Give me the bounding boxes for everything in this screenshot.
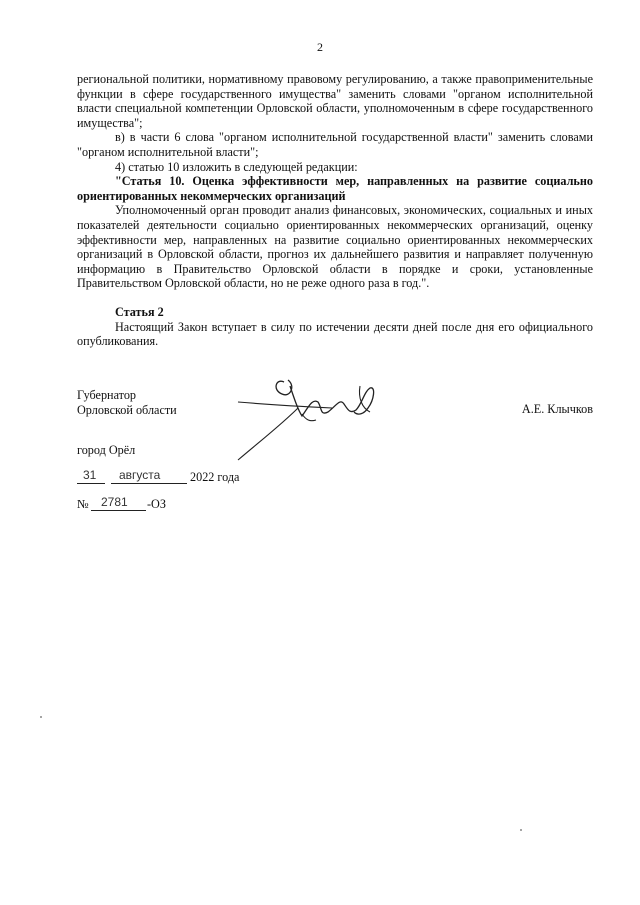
paragraph-property-functions: региональной политики, нормативному правовому регулированию, а также правоприменительные функции в сфере государственного имущества" заменить словами "органом исполнительной власти специальной компетенции Орловской области, уполномоченным в сфере государственного имущества"; — [77, 72, 593, 130]
date-year: 2022 года — [190, 470, 240, 484]
handwritten-signature — [232, 368, 382, 463]
signatory-position — [77, 388, 177, 418]
date-day: 31 — [83, 468, 97, 482]
scan-speck — [520, 829, 522, 831]
signatory-position-line-2: Орловской области — [77, 403, 177, 417]
law-number-prefix: № — [77, 497, 89, 511]
paragraph-article-10-text: Уполномоченный орган проводит анализ финансовых, экономических, социальных и иных показателей деятельности социально ориентированных некоммерческих организаций, оценку эффективности мер, направленных на развитие социально ориентированных некоммерческих организаций в Орловской области, прогноз их дальнейшего развития и направляет полученную информацию в Правительство Орловской области в порядке и сроки, установленные Правительством Орловской области, но не реже одного раза в год.". — [77, 203, 593, 291]
signatory-name: А.Е. Клычков — [521, 402, 593, 416]
paragraph-part-6-amendment: в) в части 6 слова "органом исполнительной государственной власти" заменить словами "органом исполнительной власти"; — [77, 130, 593, 159]
law-number — [77, 497, 197, 513]
date-month: августа — [119, 468, 161, 482]
document-body — [77, 72, 593, 349]
page-number: 2 — [317, 40, 323, 54]
place-of-signing: город Орёл — [77, 443, 136, 457]
law-number-value: 2781 — [101, 495, 128, 509]
article-2-heading: Статья 2 — [115, 304, 164, 319]
paragraph-article-10-intro: 4) статью 10 изложить в следующей редакции: — [115, 159, 358, 174]
scan-speck — [40, 716, 42, 718]
law-number-suffix: -ОЗ — [147, 497, 166, 511]
signing-date — [77, 470, 257, 486]
paragraph-article-2-text: Настоящий Закон вступает в силу по истечении десяти дней после дня его официального опубликования. — [77, 319, 593, 349]
signatory-position-line-1: Губернатор — [77, 388, 137, 402]
article-10-heading: "Статья 10. Оценка эффективности мер, направленных на развитие социально ориентированных некоммерческих организаций — [77, 174, 593, 203]
